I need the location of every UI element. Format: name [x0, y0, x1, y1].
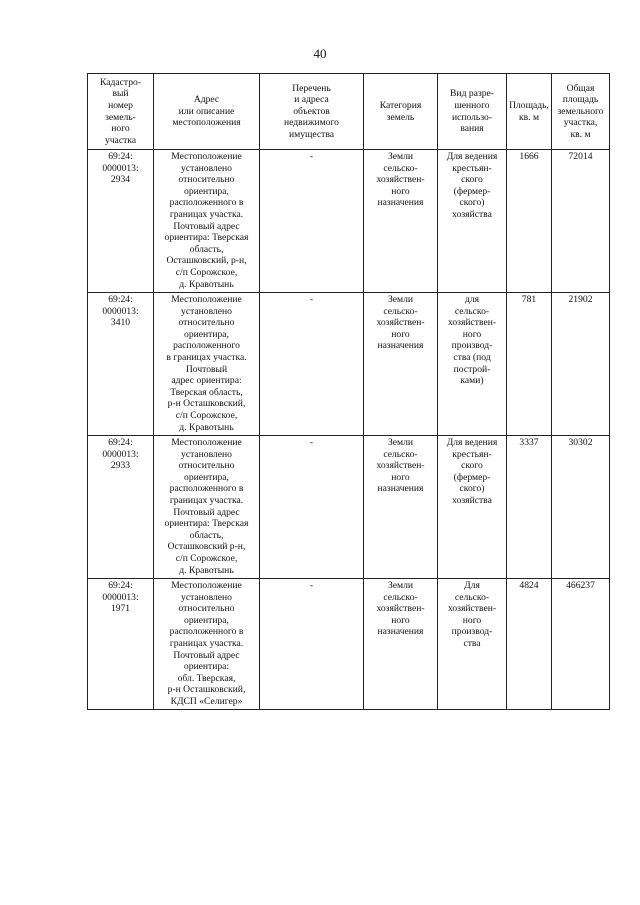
objects-cell: -: [260, 579, 364, 710]
permitted-use-cell: для сельско- хозяйствен- ного производ- ства (под построй- ками): [438, 293, 507, 436]
area-cell: 3337: [507, 436, 552, 579]
permitted-use-cell: Для ведения крестьян- ского (фермер- ского) хозяйства: [438, 436, 507, 579]
header-category: Категория земель: [364, 74, 438, 150]
category-cell: Земли сельско- хозяйствен- ного назначения: [364, 150, 438, 293]
cadastral-number-cell: 69:24: 0000013: 3410: [88, 293, 154, 436]
objects-cell: -: [260, 436, 364, 579]
category-cell: Земли сельско- хозяйствен- ного назначения: [364, 293, 438, 436]
total-area-cell: 21902: [552, 293, 610, 436]
total-area-cell: 466237: [552, 579, 610, 710]
cadastral-number-cell: 69:24: 0000013: 1971: [88, 579, 154, 710]
header-total-area: Общая площадь земельного участка, кв. м: [552, 74, 610, 150]
objects-cell: -: [260, 293, 364, 436]
objects-cell: -: [260, 150, 364, 293]
area-cell: 781: [507, 293, 552, 436]
total-area-cell: 72014: [552, 150, 610, 293]
land-plots-table: [87, 73, 610, 710]
header-address: Адрес или описание местоположения: [154, 74, 260, 150]
header-area: Площадь, кв. м: [507, 74, 552, 150]
permitted-use-cell: Для ведения крестьян- ского (фермер- ского) хозяйства: [438, 150, 507, 293]
page-number: 40: [313, 46, 327, 61]
table-header-row: [88, 74, 610, 150]
header-objects: Перечень и адреса объектов недвижимого имущества: [260, 74, 364, 150]
address-cell: Местоположение установлено относительно ориентира, расположенного в границах участка. Почтовый адрес ориентира: Тверская область, Осташковский р-н, с/п Сорожское, д. Кравотынь: [154, 436, 260, 579]
header-cadastral-number: Кадастро- вый номер земель- ного участка: [88, 74, 154, 150]
category-cell: Земли сельско- хозяйствен- ного назначения: [364, 579, 438, 710]
address-cell: Местоположение установлено относительно ориентира, расположенного в границах участка. Почтовый адрес ориентира: Тверская область, р-н Осташковский, с/п Сорожское, д. Кравотынь: [154, 293, 260, 436]
header-permitted-use: Вид разре- шенного использо- вания: [438, 74, 507, 150]
cadastral-number-cell: 69:24: 0000013: 2933: [88, 436, 154, 579]
table-row: [88, 293, 610, 436]
permitted-use-cell: Для сельско- хозяйствен- ного производ- ства: [438, 579, 507, 710]
total-area-cell: 30302: [552, 436, 610, 579]
category-cell: Земли сельско- хозяйствен- ного назначения: [364, 436, 438, 579]
address-cell: Местоположение установлено относительно ориентира, расположенного в границах участка. Почтовый адрес ориентира: Тверская область, Осташковский, р-н, с/п Сорожское, д. Кравотынь: [154, 150, 260, 293]
table-row: [88, 150, 610, 293]
table-row: [88, 579, 610, 710]
cadastral-number-cell: 69:24: 0000013: 2934: [88, 150, 154, 293]
area-cell: 1666: [507, 150, 552, 293]
address-cell: Местоположение установлено относительно ориентира, расположенного в границах участка. Почтовый адрес ориентира: обл. Тверская, р-н Осташковский, КДСП «Селигер»: [154, 579, 260, 710]
area-cell: 4824: [507, 579, 552, 710]
table-row: [88, 436, 610, 579]
